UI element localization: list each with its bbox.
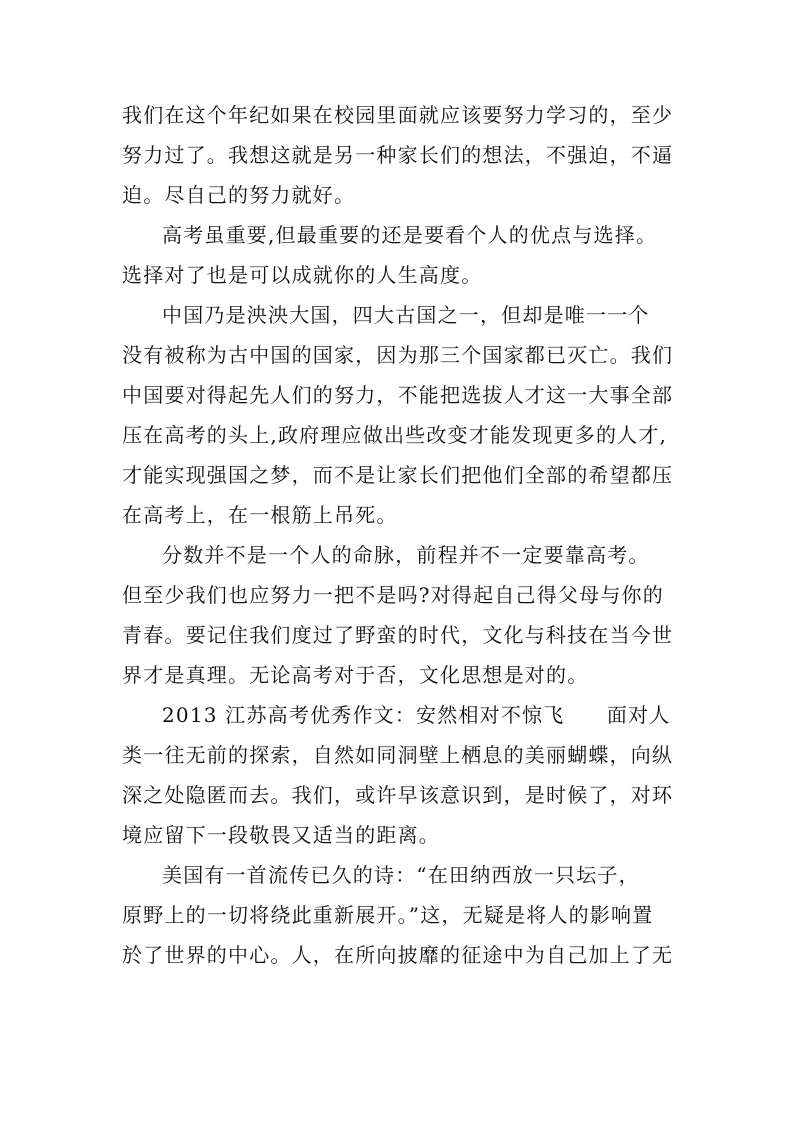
text-line: 选择对了也是可以成就你的人生高度。 bbox=[122, 263, 483, 287]
paragraph-4 bbox=[122, 539, 672, 691]
paragraph-1 bbox=[122, 99, 672, 211]
text-line: 类一往无前的探索，自然如同洞壁上栖息的美丽蝴蝶，向纵 bbox=[122, 743, 674, 767]
text-line: 青春。要记住我们度过了野蛮的时代，文化与科技在当今世 bbox=[122, 623, 674, 647]
body-text bbox=[122, 99, 672, 979]
paragraph-2 bbox=[122, 219, 672, 291]
text-line: 我们在这个年纪如果在校园里面就应该要努力学习的，至少 bbox=[122, 103, 674, 127]
paragraph-5 bbox=[122, 699, 672, 851]
text-line: 没有被称为古中国的国家，因为那三个国家都已灭亡。我们 bbox=[122, 343, 674, 367]
text-line: 压在高考的头上,政府理应做出些改变才能发现更多的人才, bbox=[122, 423, 668, 447]
text-line: 分数并不是一个人的命脉，前程并不一定要靠高考。 bbox=[162, 543, 650, 567]
text-line: 深之处隐匿而去。我们，或许早该意识到，是时候了，对环 bbox=[122, 783, 674, 807]
text-line: 於了世界的中心。人，在所向披靡的征途中为自己加上了无 bbox=[122, 943, 674, 967]
text-line: 迫。尽自己的努力就好。 bbox=[122, 183, 356, 207]
text-line: 才能实现强国之梦，而不是让家长们把他们全部的希望都压 bbox=[122, 463, 674, 487]
text-line: 努力过了。我想这就是另一种家长们的想法，不强迫，不逼 bbox=[122, 143, 674, 167]
text-line: 但至少我们也应努力一把不是吗?对得起自己得父母与你的 bbox=[122, 583, 664, 607]
text-line: 原野上的一切将绕此重新展开。”这，无疑是将人的影响置 bbox=[122, 903, 654, 927]
text-line: 2013 江苏高考优秀作文：安然相对不惊飞 面对人 bbox=[162, 703, 671, 727]
text-line: 境应留下一段敬畏又适当的距离。 bbox=[122, 823, 440, 847]
paragraph-6 bbox=[122, 859, 672, 971]
paragraph-3 bbox=[122, 299, 672, 531]
text-line: 美国有一首流传已久的诗：“在田纳西放一只坛子， bbox=[162, 863, 640, 887]
text-line: 中国乃是泱泱大国，四大古国之一，但却是唯一一个 bbox=[162, 303, 650, 327]
text-line: 高考虽重要,但最重要的还是要看个人的优点与选择。 bbox=[162, 223, 658, 247]
text-line: 在高考上，在一根筋上吊死。 bbox=[122, 503, 398, 527]
text-line: 界才是真理。无论高考对于否，文化思想是对的。 bbox=[122, 663, 589, 687]
text-line: 中国要对得起先人们的努力，不能把选拔人才这一大事全部 bbox=[122, 383, 674, 407]
